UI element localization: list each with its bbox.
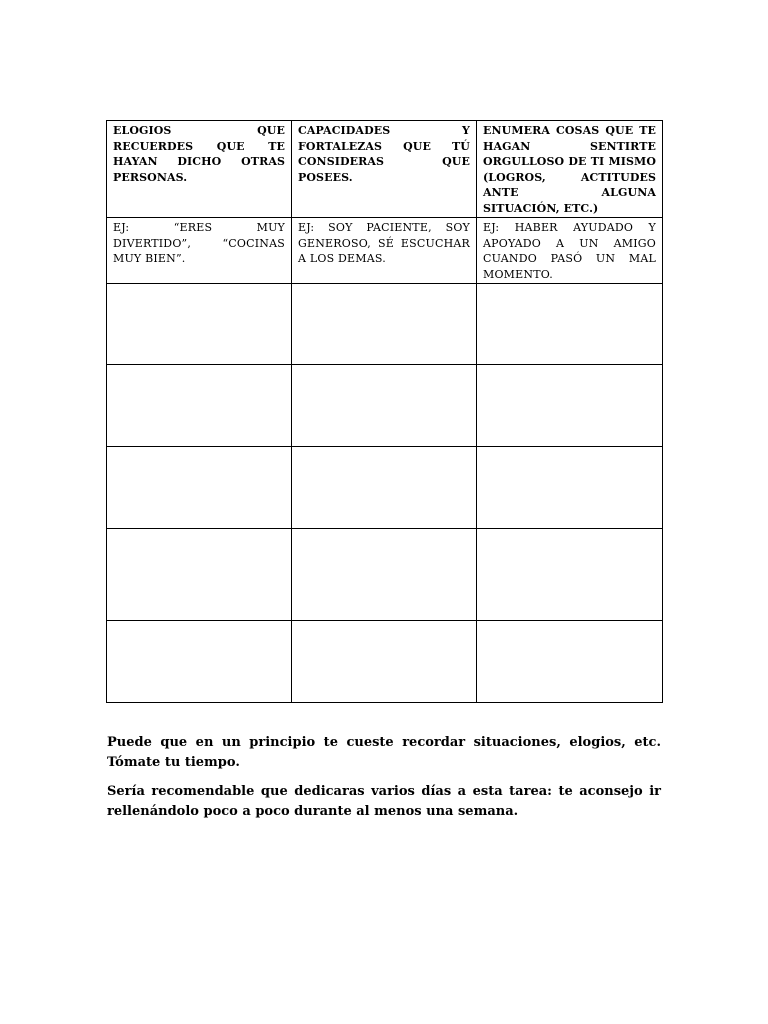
blank-cell (292, 447, 477, 529)
blank-cell (107, 447, 292, 529)
header-strengths: CAPACIDADES Y FORTALEZAS QUE TÚ CONSIDERAS QUE POSEES. (292, 121, 477, 218)
note-paragraph-1: Puede que en un principio te cueste recordar situaciones, elogios, etc. Tómate tu tiempo. (107, 735, 661, 770)
blank-cell (107, 621, 292, 703)
blank-cell (477, 529, 663, 621)
note-paragraph-2: Sería recomendable que dedicaras varios días a esta tarea: te aconsejo ir rellenándolo poco a poco durante al menos una semana. (107, 784, 661, 819)
table-example-row (107, 218, 663, 284)
table-row (107, 621, 663, 703)
blank-cell (477, 621, 663, 703)
blank-cell (107, 529, 292, 621)
table-row (107, 529, 663, 621)
blank-cell (107, 284, 292, 365)
table-row (107, 284, 663, 365)
header-achievements: ENUMERA COSAS QUE TE HAGAN SENTIRTE ORGULLOSO DE TI MISMO (LOGROS, ACTITUDES ANTE ALGUNA SITUACIÓN, ETC.) (477, 121, 663, 218)
blank-cell (292, 621, 477, 703)
blank-cell (477, 447, 663, 529)
instructions-notes (107, 733, 661, 831)
blank-cell (292, 529, 477, 621)
table-row (107, 365, 663, 447)
blank-cell (477, 284, 663, 365)
worksheet-table (106, 120, 663, 703)
blank-cell (292, 284, 477, 365)
example-achievements: EJ: HABER AYUDADO Y APOYADO A UN AMIGO CUANDO PASÓ UN MAL MOMENTO. (477, 218, 663, 284)
blank-cell (477, 365, 663, 447)
blank-cell (292, 365, 477, 447)
table-header-row (107, 121, 663, 218)
header-compliments: ELOGIOS QUE RECUERDES QUE TE HAYAN DICHO OTRAS PERSONAS. (107, 121, 292, 218)
example-strengths: EJ: SOY PACIENTE, SOY GENEROSO, SÉ ESCUCHAR A LOS DEMAS. (292, 218, 477, 284)
table-row (107, 447, 663, 529)
example-compliments: EJ: “ERES MUY DIVERTIDO”, “COCINAS MUY BIEN”. (107, 218, 292, 284)
blank-cell (107, 365, 292, 447)
